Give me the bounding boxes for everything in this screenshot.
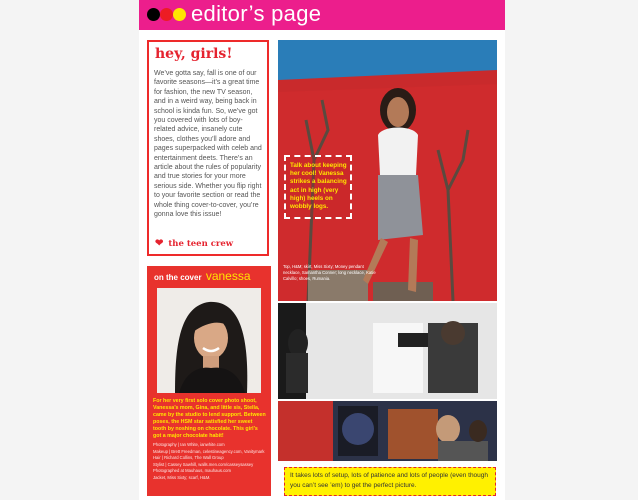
black-dot-icon (147, 8, 160, 21)
letter-title: hey, girls! (155, 46, 233, 62)
credit-line: Jacket, Miss Sixty; scarf, H&M. (153, 474, 211, 480)
behind-the-scenes-photo-2 (278, 401, 497, 461)
callout-box (284, 155, 352, 219)
cover-star-name: vanessa (205, 269, 251, 283)
outfit-credit: Top, H&M; skirt, Miss Sixty; Money pendant necklace, Samantha Conner; long necklace, Katie Calvillo; shoes, Rumania. (283, 264, 376, 281)
editor-letter (147, 40, 269, 256)
letter-body: We’ve gotta say, fall is one of our favorite seasons—it’s a great time for fashion, the new TV season, and in a weird way, being back in school is kinda fun. So, we’ve got you covered with lots of boy-related advice, insanely cute shoes, clothes you’ll adore and pages superpacked with celeb and entertainment deets. There’s an article about the rules of popularity and true stories for your more serious side. Whether you flip right to your favorite section or read the whole thing cover-to-cover, you’re gonna love this issue! (154, 70, 262, 219)
credit-line: Makeup | Brett Freedman, celestineagency.com, Vanitymark (153, 448, 265, 454)
bottom-caption-text: It takes lots of setup, lots of patience and lots of people (even though you can’t see ’em) to get the perfect picture. (290, 472, 489, 489)
callout-text: Talk about keeping her cool! Vanessa strikes a balancing act in high (very high) heels on wobbly logs. (290, 162, 347, 211)
page-header (139, 0, 505, 30)
yellow-dot-icon (173, 8, 186, 21)
page-title: editor’s page (191, 1, 322, 26)
credit-line: Photography | Ian White, ianwhite.com (153, 442, 225, 447)
cover-heading (154, 269, 251, 283)
signature-text: the teen crew (168, 239, 234, 249)
bottom-caption-box (284, 467, 496, 496)
cover-portrait-image (157, 288, 261, 393)
cover-label: on the cover (154, 273, 202, 282)
letter-signature (155, 238, 233, 249)
red-dot-icon (160, 8, 173, 21)
magazine-page (139, 0, 505, 500)
credit-line: Hair | Richard Collins, The Wall Group (153, 455, 224, 461)
heart-icon: ❤ (155, 238, 164, 249)
behind-the-scenes-photo (278, 303, 497, 399)
on-the-cover-box (147, 266, 271, 496)
photo-credits (153, 442, 267, 482)
credit-line: Stylist | Cassey Sawhill, walls.men.com/casseysassey (153, 461, 254, 467)
cover-caption: For her very first solo cover photo shoot, Vanessa’s mom, Gina, and little sis, Stella, came by the studio to lend support. Between poses, the HSM star satisfied her sweet tooth by noshing on chocolate. This girl’s got a major chocolate habit! (153, 398, 266, 439)
credit-line: Photographed at Mauhaus, mauhaus.com (153, 468, 231, 474)
